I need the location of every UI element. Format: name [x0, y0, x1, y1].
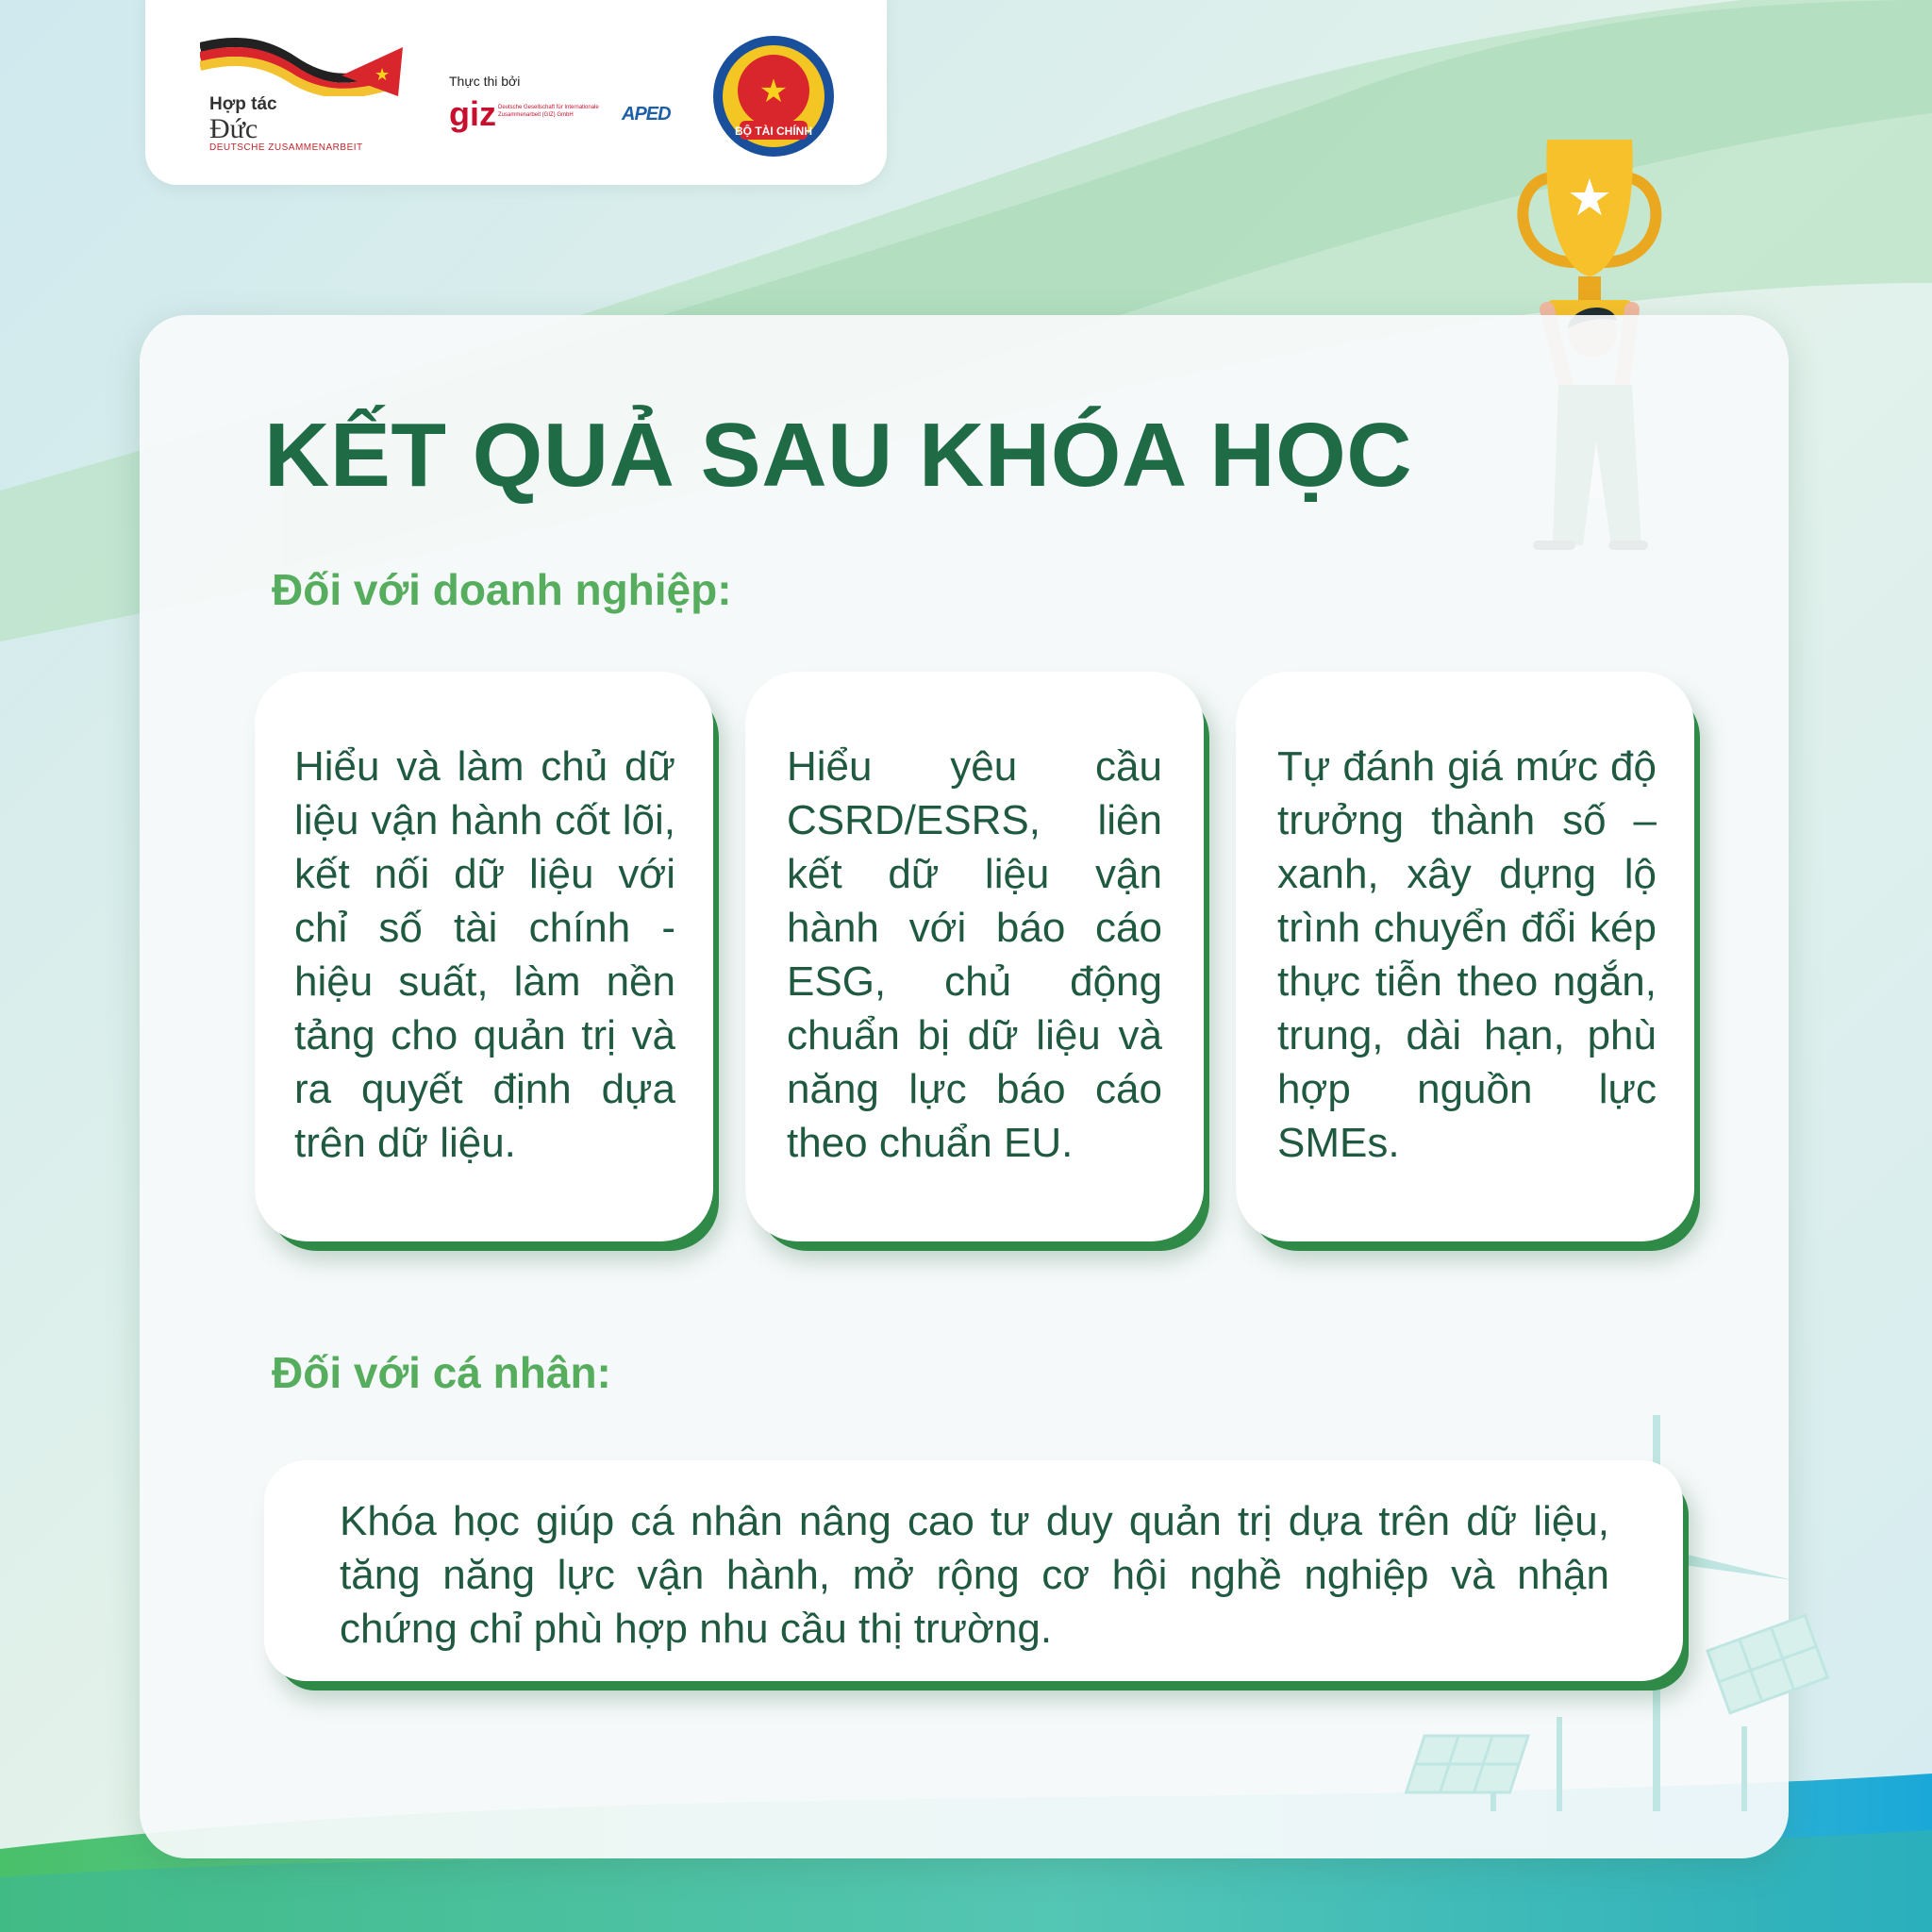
page-title: KẾT QUẢ SAU KHÓA HỌC [264, 405, 1413, 506]
business-card-3-text: Tự đánh giá mức độ trưởng thành số – xanh, xây dựng lộ trình chuyển đổi kép thực tiễn theo ngắn, trung, dài hạn, phù hợp nguồn lực SMEs. [1277, 743, 1657, 1166]
svg-text:★: ★ [375, 65, 391, 84]
deutsche-zusammenarbeit-text: DEUTSCHE ZUSAMMENARBEIT [209, 142, 363, 153]
business-heading: Đối với doanh nghiệp: [272, 565, 732, 614]
business-card-1 [255, 672, 713, 1241]
hop-tac-text: Hợp tác [209, 94, 277, 114]
business-card-3 [1236, 672, 1694, 1241]
ministry-of-finance-seal [711, 34, 836, 158]
aped-logo-text: APED [622, 104, 671, 125]
business-card-2-text: Hiểu yêu cầu CSRD/ESRS, liên kết dữ liệu vận hành với báo cáo ESG, chủ động chuẩn bị dữ liệu và năng lực báo cáo theo chuẩn EU. [787, 743, 1162, 1166]
individual-card [264, 1460, 1683, 1681]
partner-logos-bar [145, 0, 887, 185]
svg-text:BỘ TÀI CHÍNH: BỘ TÀI CHÍNH [735, 125, 812, 138]
duc-text: Đức [209, 113, 258, 144]
individual-heading: Đối với cá nhân: [272, 1348, 611, 1397]
svg-text:★: ★ [758, 74, 789, 109]
giz-full-name: Deutsche Gesellschaft für Internationale Zusammenarbeit (GIZ) GmbH [498, 105, 599, 118]
individual-card-text: Khóa học giúp cá nhân nâng cao tư duy quản trị dựa trên dữ liệu, tăng năng lực vận hành, mở rộng cơ hội nghề nghiệp và nhận chứng chỉ phù hợp nhu cầu thị trường. [340, 1498, 1609, 1652]
business-card-1-text: Hiểu và làm chủ dữ liệu vận hành cốt lõi, kết nối dữ liệu với chỉ số tài chính - hiệu suất, làm nền tảng cho quản trị và ra quyết định dựa trên dữ liệu. [294, 743, 675, 1166]
germany-vietnam-flag-logo [200, 38, 408, 96]
svg-text:★: ★ [1566, 170, 1613, 226]
giz-logo-text: giz [449, 94, 496, 133]
implemented-by-text: Thực thi bởi [449, 74, 521, 89]
business-card-2 [745, 672, 1204, 1241]
